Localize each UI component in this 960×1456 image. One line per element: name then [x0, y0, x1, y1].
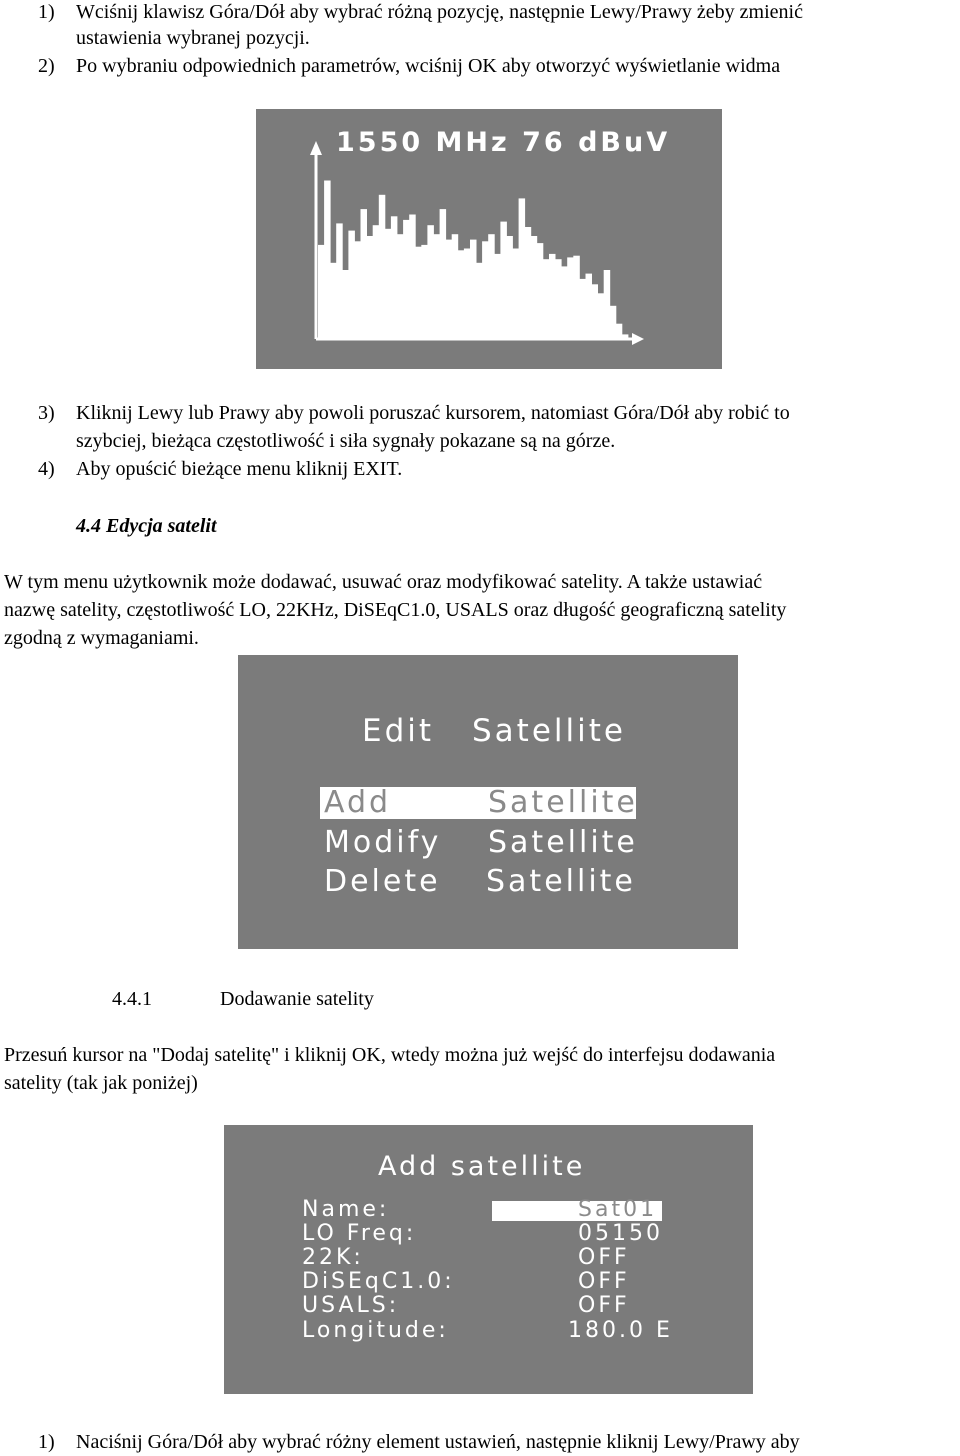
- intro-item2-number: 2): [38, 55, 55, 77]
- para-4-4-1-line1: Przesuń kursor na "Dodaj satelitę" i kliknij OK, wtedy można już wejść do interfejsu dodawania: [4, 1044, 776, 1066]
- menu-item-add-satellite: Satellite: [488, 785, 638, 820]
- delete-satellite-menu-item[interactable]: [320, 864, 636, 900]
- spectrum-bar: [604, 270, 611, 338]
- spectrum-bar: [409, 215, 416, 339]
- spectrum-bar: [476, 263, 483, 338]
- spectrum-bar: [427, 225, 434, 338]
- spectrum-bar: [494, 254, 501, 338]
- intro-item1-number: 1): [38, 1, 55, 23]
- diseqc-label: DiSEqC1.0:: [302, 1269, 455, 1294]
- spectrum-x-arrow: [632, 333, 644, 345]
- lo-freq-label: LO Freq:: [302, 1221, 417, 1246]
- spectrum-bar: [361, 209, 368, 338]
- menu-item-delete-label: Delete: [324, 864, 441, 899]
- spectrum-bar: [573, 256, 580, 338]
- spectrum-bar: [543, 259, 550, 338]
- spectrum-bar: [385, 229, 392, 338]
- spectrum-bar: [488, 234, 495, 338]
- spectrum-bar: [397, 234, 404, 338]
- spectrum-y-arrow: [310, 141, 322, 155]
- spectrum-bar: [586, 274, 593, 338]
- add-satellite-menu-item[interactable]: [320, 787, 636, 819]
- edit-screen-title-left: Edit: [362, 713, 435, 749]
- spectrum-bar: [531, 236, 538, 338]
- section3-number: 3): [38, 402, 55, 424]
- add-screen-title: Add satellite: [378, 1151, 586, 1182]
- para-4-4-1-line2: satelity (tak jak poniżej): [4, 1072, 198, 1094]
- spectrum-chart: [256, 109, 722, 369]
- lo-freq-value[interactable]: 05150: [578, 1221, 663, 1246]
- spectrum-bar: [446, 240, 453, 339]
- usals-value[interactable]: OFF: [578, 1293, 630, 1318]
- spectrum-bar: [549, 254, 556, 338]
- section3-line1: Kliknij Lewy lub Prawy aby powoli poruszać kursorem, natomiast Góra/Dół aby robić to: [76, 402, 790, 424]
- section4-line1: Aby opuścić bieżące menu kliknij EXIT.: [76, 458, 403, 480]
- spectrum-bar: [482, 241, 489, 338]
- spectrum-bar: [470, 240, 477, 339]
- para-4-4-line2: nazwę satelity, częstotliwość LO, 22KHz, DiSEqC1.0, USALS oraz długość geograficzną satelity: [4, 599, 787, 621]
- footer-line1: Naciśnij Góra/Dół aby wybrać różny element ustawień, następnie kliknij Lewy/Prawy aby: [76, 1431, 800, 1453]
- 22k-value[interactable]: OFF: [578, 1245, 630, 1270]
- spectrum-bar: [579, 279, 586, 338]
- intro-item2-line1: Po wybraniu odpowiednich parametrów, wciśnij OK aby otworzyć wyświetlanie widma: [76, 55, 781, 77]
- spectrum-bar: [348, 231, 355, 338]
- spectrum-bar: [525, 227, 532, 338]
- spectrum-bar: [458, 250, 465, 338]
- spectrum-bar: [500, 222, 507, 338]
- spectrum-bar: [519, 198, 526, 338]
- name-label: Name:: [302, 1197, 390, 1222]
- intro-item1-line2: ustawienia wybranej pozycji.: [76, 27, 310, 49]
- spectrum-bar: [598, 293, 605, 338]
- edit-satellite-screen: [238, 655, 738, 949]
- spectrum-bar: [610, 306, 617, 338]
- menu-item-add-label: Add: [324, 785, 392, 820]
- spectrum-header: 1550 MHz 76 dBuV: [336, 127, 671, 158]
- spectrum-bar: [537, 243, 544, 338]
- spectrum-bar: [391, 216, 398, 338]
- menu-item-delete-satellite: Satellite: [486, 864, 636, 899]
- spectrum-bar: [622, 334, 629, 338]
- spectrum-bar: [555, 259, 562, 338]
- spectrum-bar: [373, 225, 380, 338]
- heading-4-4-1-title: Dodawanie satelity: [220, 988, 374, 1010]
- spectrum-bar: [421, 245, 428, 338]
- spectrum-bar: [367, 236, 374, 338]
- section4-number: 4): [38, 458, 55, 480]
- menu-item-modify-satellite: Satellite: [488, 825, 638, 860]
- longitude-label: Longitude:: [302, 1318, 449, 1343]
- section3-line2: szybciej, bieżąca częstotliwość i siła sygnały pokazane są na górze.: [76, 430, 616, 452]
- spectrum-bar: [355, 241, 362, 338]
- spectrum-bar: [318, 245, 325, 338]
- heading-4-4-1-number: 4.4.1: [112, 988, 152, 1010]
- spectrum-bar: [452, 234, 459, 338]
- spectrum-bar: [330, 263, 337, 338]
- spectrum-bar: [336, 223, 343, 338]
- longitude-value[interactable]: 180.0 E: [568, 1318, 673, 1343]
- edit-screen-title-right: Satellite: [472, 713, 626, 749]
- name-value: Sat01: [578, 1197, 658, 1222]
- spectrum-bar: [561, 266, 568, 338]
- spectrum-bar: [567, 257, 574, 338]
- spectrum-bar: [513, 249, 520, 339]
- modify-satellite-menu-item[interactable]: [320, 825, 636, 861]
- spectrum-bar: [616, 324, 623, 338]
- spectrum-bar: [415, 247, 422, 338]
- name-field[interactable]: [492, 1197, 662, 1222]
- para-4-4-line1: W tym menu użytkownik może dodawać, usuwać oraz modyfikować satelity. A także ustawiać: [4, 571, 763, 593]
- para-4-4-line3: zgodną z wymaganiami.: [4, 627, 199, 649]
- spectrum-bar: [434, 234, 441, 338]
- menu-item-modify-label: Modify: [324, 825, 442, 860]
- heading-4-4: 4.4 Edycja satelit: [76, 515, 217, 537]
- 22k-label: 22K:: [302, 1245, 364, 1270]
- usals-label: USALS:: [302, 1293, 400, 1318]
- spectrum-bar: [440, 209, 447, 338]
- diseqc-value[interactable]: OFF: [578, 1269, 630, 1294]
- intro-item1-line1: Wciśnij klawisz Góra/Dół aby wybrać różną pozycję, następnie Lewy/Prawy żeby zmienić: [76, 1, 803, 23]
- spectrum-bar: [403, 220, 410, 338]
- add-satellite-screen: [224, 1125, 753, 1394]
- spectrum-bar: [342, 270, 349, 338]
- spectrum-bar: [592, 284, 599, 338]
- spectrum-bar: [324, 181, 331, 339]
- footer-item-number: 1): [38, 1431, 55, 1453]
- spectrum-bar: [379, 195, 386, 338]
- spectrum-screen: [256, 109, 722, 369]
- spectrum-bar: [464, 249, 471, 339]
- spectrum-bar: [506, 236, 513, 338]
